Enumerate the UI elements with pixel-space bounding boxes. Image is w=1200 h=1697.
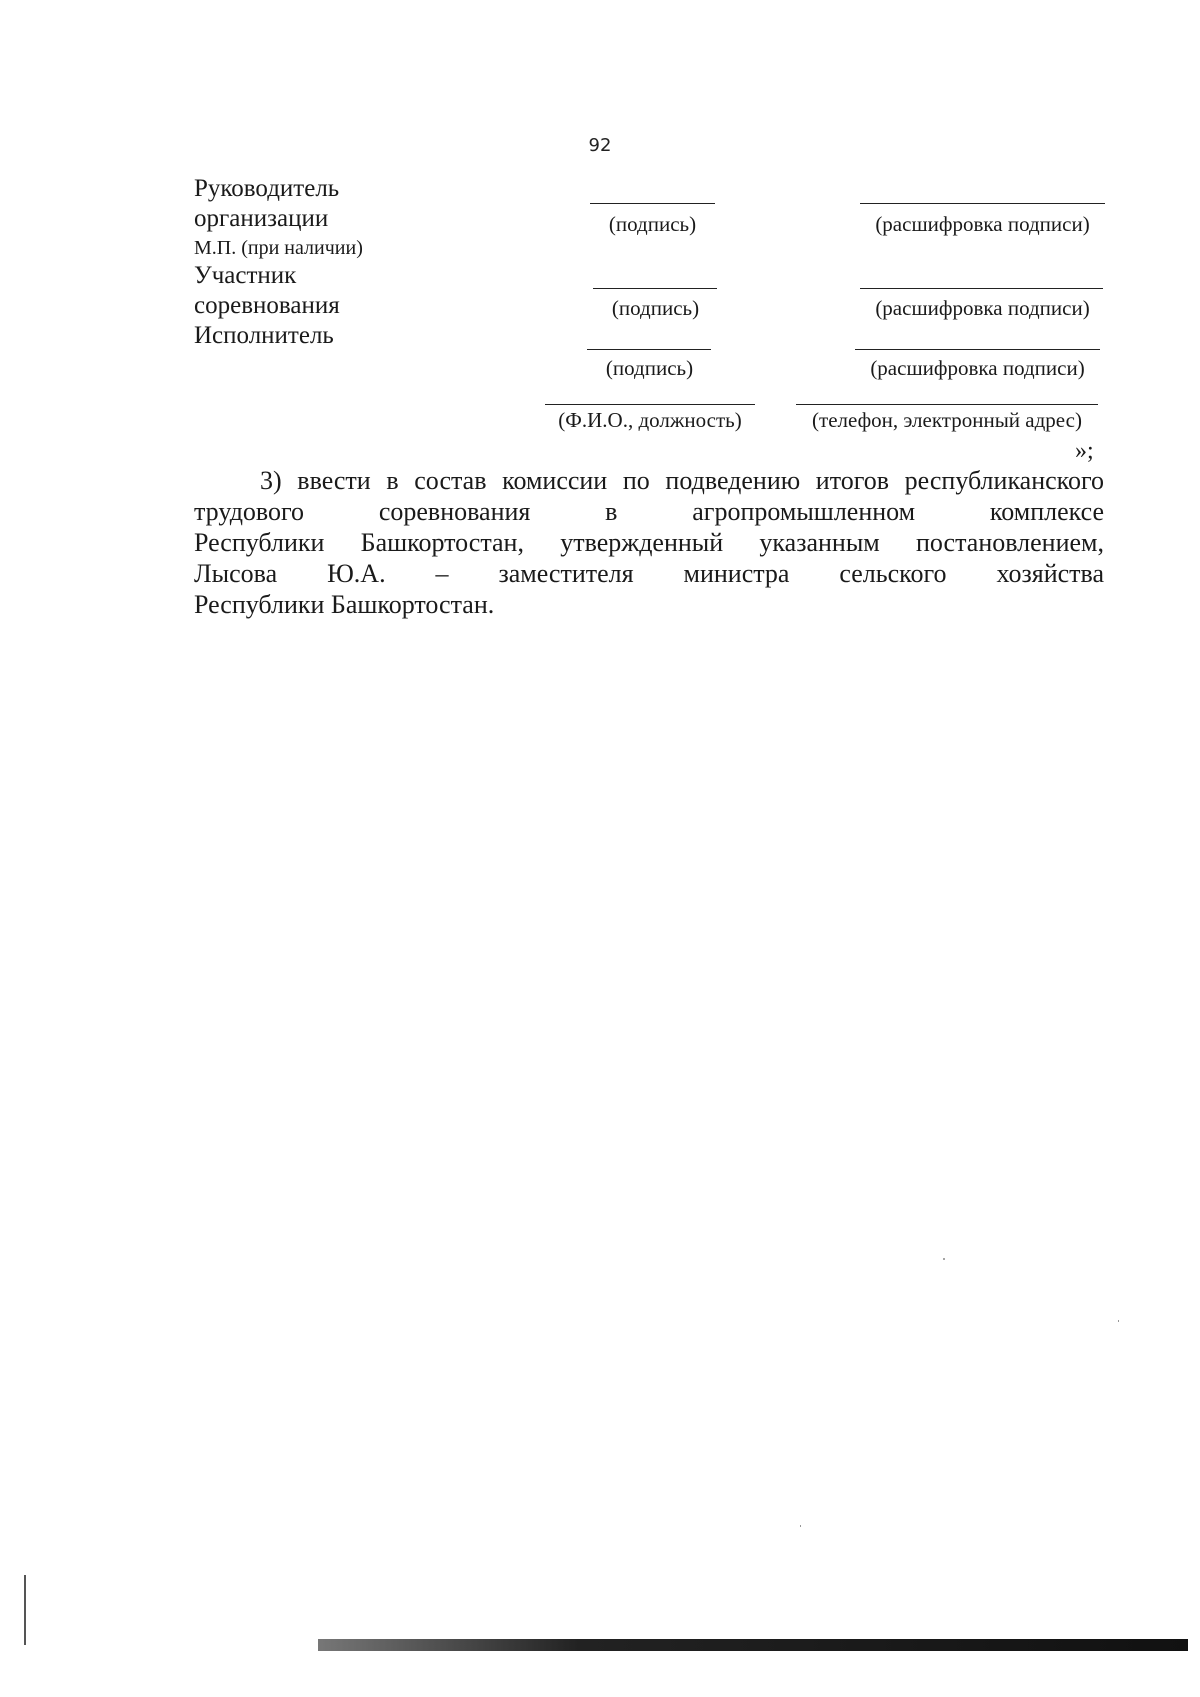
paragraph-line-5: Республики Башкортостан. bbox=[194, 590, 495, 619]
executor-name-line bbox=[545, 404, 755, 405]
head-signature-caption: (подпись) bbox=[608, 212, 697, 236]
scan-speck bbox=[943, 1258, 945, 1260]
executor-decoding-caption: (расшифровка подписи) bbox=[870, 356, 1085, 380]
head-role-line2: организации bbox=[194, 205, 329, 232]
executor-decoding-line bbox=[855, 349, 1100, 350]
paragraph-line-3: Республики Башкортостан, утвержденный указанным постановлением, bbox=[194, 528, 1104, 557]
head-decoding-line bbox=[860, 203, 1105, 204]
stamp-note: М.П. (при наличии) bbox=[194, 237, 363, 259]
executor-name-caption: (Ф.И.О., должность) bbox=[558, 408, 742, 432]
paragraph-line-1: 3) ввести в состав комиссии по подведению итогов республиканского bbox=[260, 466, 1104, 495]
participant-decoding-caption: (расшифровка подписи) bbox=[875, 296, 1090, 320]
scan-edge-mark bbox=[24, 1575, 26, 1645]
executor-signature-caption: (подпись) bbox=[605, 356, 694, 380]
paragraph-line-4: Лысова Ю.А. – заместителя министра сельского хозяйства bbox=[194, 559, 1104, 588]
executor-role: Исполнитель bbox=[194, 322, 334, 349]
resolution-paragraph bbox=[194, 465, 1104, 620]
paragraph-line-2: трудового соревнования в агропромышленном комплексе bbox=[194, 497, 1104, 526]
participant-signature-line bbox=[593, 288, 717, 289]
participant-role-line1: Участник bbox=[194, 262, 297, 289]
participant-decoding-line bbox=[860, 288, 1103, 289]
executor-contact-caption: (телефон, электронный адрес) bbox=[812, 408, 1082, 432]
participant-role-line2: соревнования bbox=[194, 292, 340, 319]
scan-speck bbox=[1118, 1320, 1119, 1322]
executor-signature-line bbox=[587, 349, 711, 350]
scan-bottom-bar bbox=[318, 1639, 1188, 1651]
head-signature-line bbox=[590, 203, 715, 204]
scan-speck bbox=[800, 1525, 801, 1527]
closing-quote: »; bbox=[1075, 438, 1094, 464]
page-number: 92 bbox=[588, 135, 612, 156]
participant-signature-caption: (подпись) bbox=[611, 296, 700, 320]
head-decoding-caption: (расшифровка подписи) bbox=[875, 212, 1090, 236]
head-role-line1: Руководитель bbox=[194, 175, 340, 202]
executor-contact-line bbox=[796, 404, 1098, 405]
